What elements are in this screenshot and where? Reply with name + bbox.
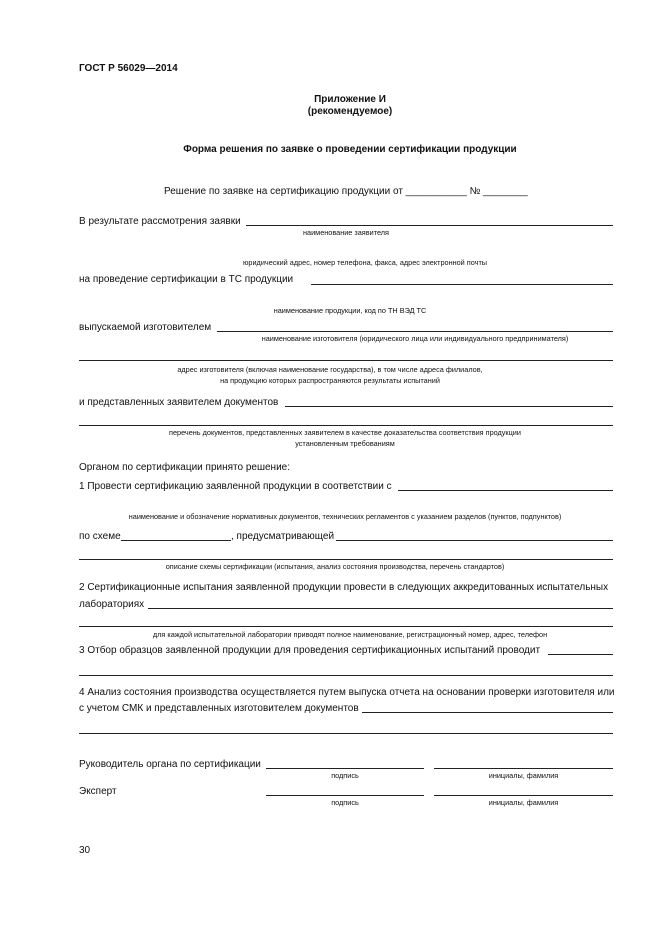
head-name-line — [434, 768, 613, 769]
standard-designation: ГОСТ Р 56029—2014 — [79, 63, 178, 74]
head-signature-line — [266, 768, 424, 769]
laboratories-extra-line — [79, 626, 613, 627]
head-name-hint: инициалы, фамилия — [488, 771, 559, 780]
manufacturer-address-line — [79, 360, 613, 361]
appendix-title: Приложение И — [314, 94, 386, 105]
manufacturer-address-hint-1: адрес изготовителя (включая наименование государства), в том числе адреса филиалов, — [177, 365, 483, 374]
applicant-label: В результате рассмотрения заявки — [79, 216, 241, 227]
appendix-note: (рекомендуемое) — [307, 106, 393, 117]
laboratories-blank-line — [148, 608, 613, 609]
scheme-provides-blank-line — [336, 540, 613, 541]
item-3-text: 3 Отбор образцов заявленной продукции для проведения сертификационных испытаний проводит — [79, 645, 541, 656]
documents-extra-line — [79, 425, 613, 426]
documents-blank-line — [285, 406, 613, 407]
documents-hint-2: установленным требованиям — [295, 439, 395, 448]
scheme-label: по схеме — [79, 531, 121, 542]
item-3-blank-line — [548, 654, 613, 655]
manufacturer-hint: наименование изготовителя (юридического лица или индивидуального предпринимателя) — [261, 334, 569, 343]
item-4-text: 4 Анализ состояния производства осуществляется путем выпуска отчета на основании проверки изготовителя или — [79, 687, 615, 698]
head-signature-label: Руководитель органа по сертификации — [79, 759, 261, 770]
applicant-blank-line — [246, 225, 613, 226]
manufacturer-label: выпускаемой изготовителем — [79, 322, 212, 333]
item-4-blank-line — [362, 712, 613, 713]
scheme-description-line — [79, 559, 613, 560]
head-signature-hint: подпись — [331, 771, 359, 780]
form-title: Форма решения по заявке о проведении сертификации продукции — [183, 144, 517, 155]
manufacturer-blank-line — [217, 331, 613, 332]
item-1-text: 1 Провести сертификацию заявленной продукции в соответствии с — [79, 481, 392, 492]
product-label: на проведение сертификации в ТС продукции — [79, 274, 294, 285]
documents-hint-1: перечень документов, представленных заявителем в качестве доказательства соответствия продукции — [169, 428, 521, 437]
manufacturer-address-hint-2: на продукцию которых распространяются результаты испытаний — [220, 376, 440, 385]
product-blank-line — [311, 284, 613, 285]
item-3-extra-line — [79, 675, 613, 676]
decision-heading: Органом по сертификации принято решение: — [79, 462, 291, 473]
expert-name-line — [434, 795, 613, 796]
page-number: 30 — [79, 845, 91, 856]
address-hint: юридический адрес, номер телефона, факса, адрес электронной почты — [242, 258, 488, 267]
expert-name-hint: инициалы, фамилия — [488, 798, 559, 807]
item-1-blank-line — [398, 490, 613, 491]
item-4-continuation: с учетом СМК и представленных изготовителем документов — [79, 703, 359, 714]
item-4-extra-line — [79, 733, 613, 734]
item-2-text: 2 Сертификационные испытания заявленной продукции провести в следующих аккредитованных испытательных — [79, 582, 609, 593]
applicant-hint: наименование заявителя — [303, 228, 389, 237]
scheme-provides-label: , предусматривающей — [231, 531, 335, 542]
product-hint: наименование продукции, код по ТН ВЭД ТС — [273, 306, 427, 315]
scheme-description-hint: описание схемы сертификации (испытания, анализ состояния производства, перечень стандартов) — [165, 562, 505, 571]
scheme-blank-line — [121, 540, 231, 541]
expert-signature-hint: подпись — [331, 798, 359, 807]
expert-signature-label: Эксперт — [79, 786, 117, 797]
decision-line: Решение по заявке на сертификацию продукции от ___________ № ________ — [164, 186, 528, 197]
documents-label: и представленных заявителем документов — [79, 397, 279, 408]
normative-docs-hint: наименование и обозначение нормативных документов, технических регламентов с указанием разделов (пунктов, подпунктов) — [128, 512, 562, 521]
expert-signature-line — [266, 795, 424, 796]
laboratories-label: лабораториях — [79, 599, 145, 610]
laboratories-hint: для каждой испытательной лаборатории приводят полное наименование, регистрационный номер, адрес, телефон — [152, 630, 548, 639]
